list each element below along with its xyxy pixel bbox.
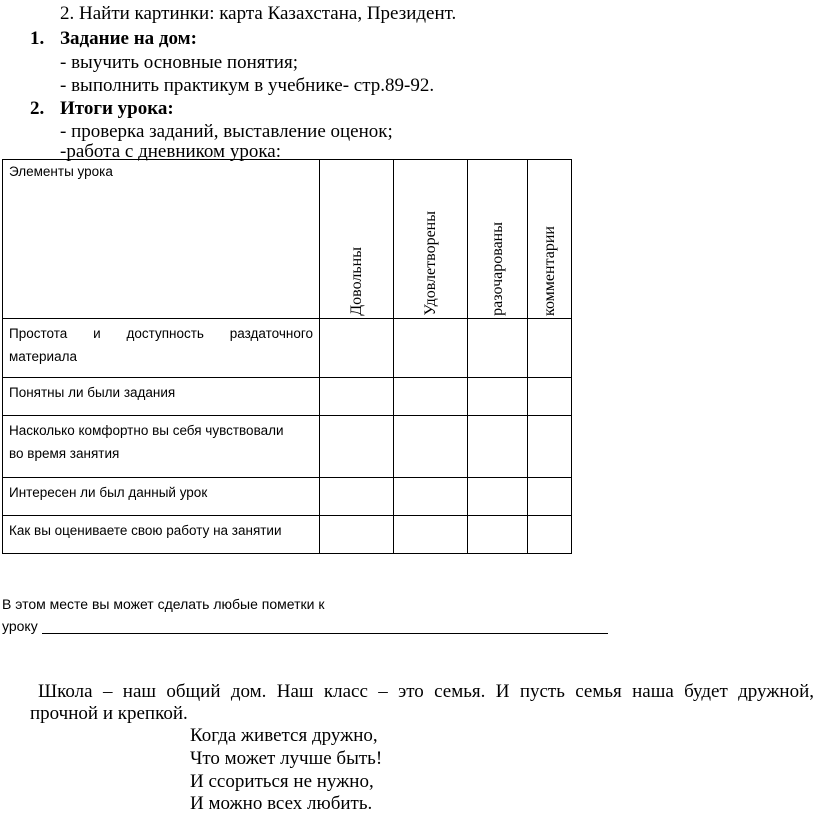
rating-cell[interactable] [468,416,528,478]
homework-title-text: Задание на дом: [60,28,197,49]
rating-cell[interactable] [468,319,528,378]
homework-item-2: - выполнить практикум в учебнике- стр.89-92. [60,75,435,96]
summary-title [60,98,174,120]
assignment-line: 2. Найти картинки: карта Казахстана, Президент. [60,3,457,24]
row-label-line: Простота и доступность раздаточного [9,326,313,341]
homework-number: 1. [30,28,45,49]
closing-paragraph-line-1: Школа – наш общий дом. Наш класс – это семья. И пусть семья наша будет дружной, [38,681,814,702]
row-label-line: Как вы оцениваете свою работу на занятии [9,523,282,538]
rating-cell[interactable] [394,478,468,516]
header-content [394,160,468,319]
rating-cell[interactable] [394,416,468,478]
summary-item-2: -работа с дневником урока: [60,141,281,162]
rating-cell[interactable] [320,416,394,478]
comment-cell[interactable] [528,319,572,378]
rating-cell[interactable] [394,516,468,554]
row-label [3,516,320,554]
row-label [3,416,320,478]
row-label [3,319,320,378]
table-row [3,319,572,378]
table-row [3,478,572,516]
comment-cell[interactable] [528,378,572,416]
table-row [3,416,572,478]
rating-cell[interactable] [320,378,394,416]
poem-line-2: Что может лучше быть! [190,748,383,769]
table-row [3,516,572,554]
rating-cell[interactable] [468,378,528,416]
rating-cell[interactable] [320,516,394,554]
summary-item-1: - проверка заданий, выставление оценок; [60,121,393,142]
header-satisfied [320,160,394,319]
poem-line-1: Когда живется дружно, [190,725,378,746]
row-label-line: Насколько комфортно вы себя чувствовали [9,423,284,438]
note-line-2: уроку [2,618,38,634]
header-disappointed [468,160,528,319]
note-underline[interactable] [42,633,608,634]
note-line-1: В этом месте вы может сделать любые пометки к [2,596,325,612]
row-label-line: материала [9,349,77,364]
row-label-line: Интересен ли был данный урок [9,485,208,500]
rating-cell[interactable] [468,516,528,554]
header-comments-label: комментарии [540,226,558,316]
header-lesson-elements: Элементы урока [3,160,320,319]
row-label [3,378,320,416]
rating-cell[interactable] [468,478,528,516]
summary-number: 2. [30,98,45,119]
row-label [3,478,320,516]
poem-line-3: И ссориться не нужно, [190,771,374,792]
rating-cell[interactable] [394,378,468,416]
homework-title [60,28,197,50]
header-disappointed-label: разочарованы [488,222,506,316]
closing-paragraph-line-2: прочной и крепкой. [30,703,188,724]
rating-cell[interactable] [394,319,468,378]
comment-cell[interactable] [528,416,572,478]
table-row [3,378,572,416]
row-label-line: во время занятия [9,446,120,461]
header-content-label: Удовлетворены [421,211,439,316]
row-label-line: Понятны ли были задания [9,385,176,400]
rating-cell[interactable] [320,478,394,516]
summary-title-text: Итоги урока: [60,98,174,119]
header-comments [528,160,572,319]
comment-cell[interactable] [528,516,572,554]
lesson-evaluation-table [2,159,572,554]
header-satisfied-label: Довольны [347,247,365,316]
comment-cell[interactable] [528,478,572,516]
homework-item-1: - выучить основные понятия; [60,52,298,73]
table-header-row [3,160,572,319]
poem-line-4: И можно всех любить. [190,793,373,814]
rating-cell[interactable] [320,319,394,378]
